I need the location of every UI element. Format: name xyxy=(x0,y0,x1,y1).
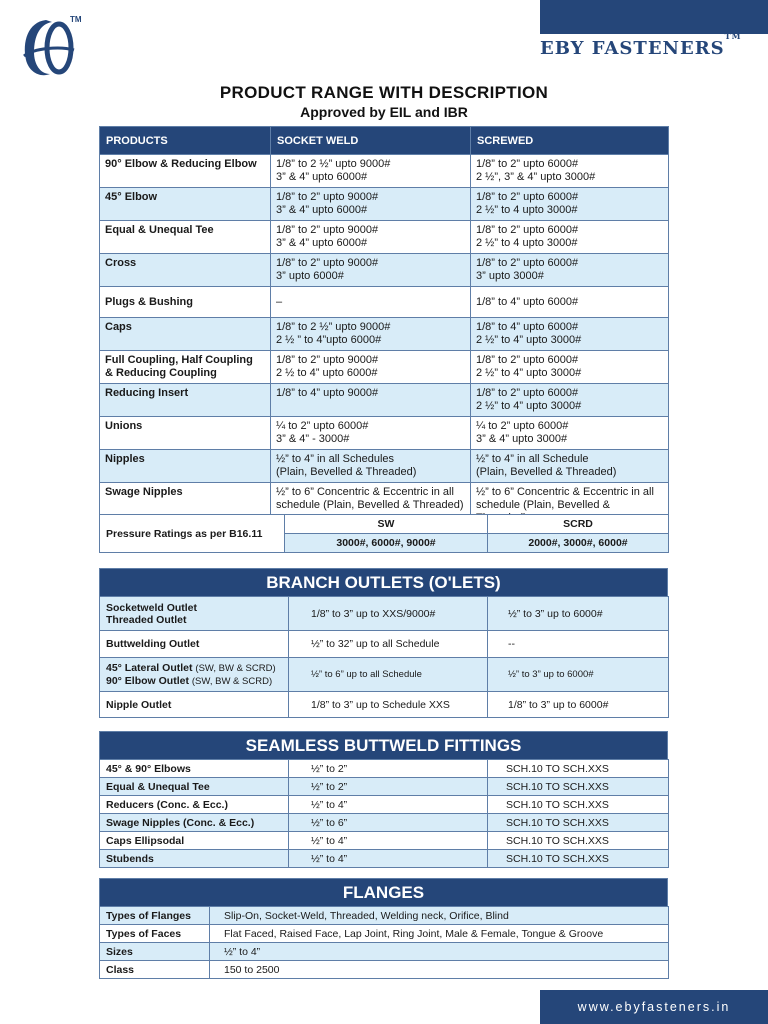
socket-weld-cell: ½” to 4” in all Schedules (Plain, Bevelled & Threaded) xyxy=(271,450,471,483)
product-name-cell: 90° Elbow & Reducing Elbow xyxy=(100,155,271,188)
fitting-schedule-cell: SCH.10 TO SCH.XXS xyxy=(488,778,669,796)
fitting-schedule-cell: SCH.10 TO SCH.XXS xyxy=(488,760,669,778)
socket-weld-cell: 1/8” to 2 ½” upto 9000# 2 ½ ” to 4”upto 6000# xyxy=(271,318,471,351)
brand-name: EBY FASTENERS™ xyxy=(540,31,742,59)
table-row xyxy=(100,796,669,814)
flange-attribute-cell: Sizes xyxy=(100,943,210,961)
socket-weld-cell: 1/8” to 2” upto 9000# 2 ½ to 4” upto 6000# xyxy=(271,351,471,384)
seamless-fittings-heading: SEAMLESS BUTTWELD FITTINGS xyxy=(99,731,668,760)
product-name-cell: Unions xyxy=(100,417,271,450)
fitting-size-cell: ½” to 4” xyxy=(289,832,488,850)
flange-value-cell: Slip-On, Socket-Weld, Threaded, Welding neck, Orifice, Blind xyxy=(210,907,669,925)
outlet-range-cell-2: 1/8” to 3” up to 6000# xyxy=(488,692,669,718)
table-row xyxy=(100,287,669,318)
table-row xyxy=(100,760,669,778)
table-row xyxy=(100,778,669,796)
outlet-range-cell-2: ½” to 3” up to 6000# xyxy=(488,658,669,692)
website-link[interactable]: www.ebyfasteners.in xyxy=(540,990,768,1024)
flange-value-cell: ½” to 4” xyxy=(210,943,669,961)
table-row xyxy=(100,351,669,384)
table-row xyxy=(100,417,669,450)
screwed-cell: 1/8” to 2” upto 6000# 2 ½”, 3” & 4” upto 3000# xyxy=(471,155,669,188)
flange-value-cell: Flat Faced, Raised Face, Lap Joint, Ring Joint, Male & Female, Tongue & Groove xyxy=(210,925,669,943)
product-name-cell: Cross xyxy=(100,254,271,287)
fitting-schedule-cell: SCH.10 TO SCH.XXS xyxy=(488,814,669,832)
logo-trademark: TM xyxy=(70,15,82,24)
outlet-range-cell: 1/8” to 3” up to XXS/9000# xyxy=(289,597,488,631)
outlet-name-cell: Socketweld Outlet Threaded Outlet xyxy=(100,597,289,631)
table-row xyxy=(100,318,669,351)
product-range-table xyxy=(99,126,669,529)
outlet-range-cell-2: -- xyxy=(488,631,669,658)
screwed-cell: ½” to 6” Concentric & Eccentric in all schedule (Plain, Bevelled & xyxy=(471,483,669,529)
fitting-schedule-cell: SCH.10 TO SCH.XXS xyxy=(488,850,669,868)
outlet-name-2: 90° Elbow Outlet xyxy=(106,674,189,687)
socket-weld-cell: ¼ to 2” upto 6000# 3” & 4” - 3000# xyxy=(271,417,471,450)
socket-weld-cell: 1/8” to 2 ½” upto 9000# 3” & 4” upto 6000# xyxy=(271,155,471,188)
flange-value-cell: 150 to 2500 xyxy=(210,961,669,979)
table-row xyxy=(100,631,669,658)
socket-weld-cell: 1/8” to 2” upto 9000# 3” & 4” upto 6000# xyxy=(271,188,471,221)
table-row xyxy=(100,155,669,188)
column-header-products: PRODUCTS xyxy=(100,127,271,155)
table-row xyxy=(100,597,669,631)
screwed-cell: 1/8” to 4” upto 6000# xyxy=(471,287,669,318)
company-logo xyxy=(18,12,84,82)
table-row xyxy=(100,188,669,221)
brand-trademark: TM xyxy=(724,31,742,41)
table-row xyxy=(100,450,669,483)
outlet-name-cell: Buttwelding Outlet xyxy=(100,631,289,658)
flanges-table xyxy=(99,906,669,979)
column-header-socket-weld: SOCKET WELD xyxy=(271,127,471,155)
flange-attribute-cell: Types of Faces xyxy=(100,925,210,943)
screwed-cell: ½” to 4” in all Schedule (Plain, Bevelled & Threaded) xyxy=(471,450,669,483)
fitting-size-cell: ½” to 4” xyxy=(289,796,488,814)
branch-outlets-table xyxy=(99,596,669,718)
table-row xyxy=(100,692,669,718)
page-subtitle: Approved by EIL and IBR xyxy=(300,104,468,120)
fitting-name-cell: Equal & Unequal Tee xyxy=(100,778,289,796)
outlet-name-cell xyxy=(100,658,289,692)
product-name-cell: Reducing Insert xyxy=(100,384,271,417)
outlet-note-2: (SW, BW & SCRD) xyxy=(191,675,273,687)
screwed-cell: 1/8” to 2” upto 6000# 2 ½” to 4” upto 3000# xyxy=(471,351,669,384)
outlet-note: (SW, BW & SCRD) xyxy=(195,662,276,674)
table-row xyxy=(100,254,669,287)
table-row xyxy=(100,943,669,961)
table-row xyxy=(100,814,669,832)
product-name-cell: Nipples xyxy=(100,450,271,483)
branch-outlets-heading: BRANCH OUTLETS (O'LETS) xyxy=(99,568,668,597)
pressure-sw-header: SW xyxy=(285,515,488,534)
flange-attribute-cell: Class xyxy=(100,961,210,979)
product-name-cell: 45° Elbow xyxy=(100,188,271,221)
fitting-size-cell: ½” to 2” xyxy=(289,778,488,796)
socket-weld-cell: – xyxy=(271,287,471,318)
screwed-cell: 1/8” to 2” upto 6000# 3” upto 3000# xyxy=(471,254,669,287)
flanges-heading: FLANGES xyxy=(99,878,668,907)
table-row xyxy=(100,221,669,254)
fitting-name-cell: Reducers (Conc. & Ecc.) xyxy=(100,796,289,814)
fitting-schedule-cell: SCH.10 TO SCH.XXS xyxy=(488,832,669,850)
outlet-name: 45° Lateral Outlet xyxy=(106,661,193,674)
socket-weld-cell: 1/8” to 2” upto 9000# 3” & 4” upto 6000# xyxy=(271,221,471,254)
table-row xyxy=(100,925,669,943)
screwed-cell: 1/8” to 2” upto 6000# 2 ½” to 4” upto 3000# xyxy=(471,384,669,417)
outlet-range-cell-2: ½” to 3” up to 6000# xyxy=(488,597,669,631)
pressure-label: Pressure Ratings as per B16.11 xyxy=(100,515,285,553)
table-row xyxy=(100,850,669,868)
screwed-cell: 1/8” to 2” upto 6000# 2 ½” to 4 upto 3000# xyxy=(471,221,669,254)
pressure-scrd-header: SCRD xyxy=(488,515,669,534)
seamless-fittings-table xyxy=(99,759,669,868)
table-header-row xyxy=(100,127,669,155)
fitting-schedule-cell: SCH.10 TO SCH.XXS xyxy=(488,796,669,814)
table-row xyxy=(100,907,669,925)
screwed-cell: 1/8” to 2” upto 6000# 2 ½” to 4 upto 3000# xyxy=(471,188,669,221)
socket-weld-cell: 1/8” to 4” upto 9000# xyxy=(271,384,471,417)
pressure-sw-value: 3000#, 6000#, 9000# xyxy=(285,534,488,553)
brand-bar xyxy=(540,0,768,34)
pressure-ratings-table xyxy=(99,514,669,553)
flange-attribute-cell: Types of Flanges xyxy=(100,907,210,925)
table-row xyxy=(100,384,669,417)
product-name-cell: Swage Nipples xyxy=(100,483,271,529)
table-row xyxy=(100,961,669,979)
pressure-scrd-value: 2000#, 3000#, 6000# xyxy=(488,534,669,553)
outlet-range-cell: ½” to 32” up to all Schedule xyxy=(289,631,488,658)
screwed-cell: 1/8” to 4” upto 6000# 2 ½” to 4” upto 3000# xyxy=(471,318,669,351)
fitting-name-cell: Stubends xyxy=(100,850,289,868)
fitting-name-cell: Caps Ellipsodal xyxy=(100,832,289,850)
outlet-range-cell: ½” to 6” up to all Schedule xyxy=(289,658,488,692)
fitting-name-cell: Swage Nipples (Conc. & Ecc.) xyxy=(100,814,289,832)
product-name-cell: Equal & Unequal Tee xyxy=(100,221,271,254)
product-name-cell: Full Coupling, Half Coupling & Reducing Coupling xyxy=(100,351,271,384)
product-name-cell: Plugs & Bushing xyxy=(100,287,271,318)
socket-weld-cell: 1/8” to 2” upto 9000# 3” upto 6000# xyxy=(271,254,471,287)
pressure-header-row xyxy=(100,515,669,534)
fitting-size-cell: ½” to 2” xyxy=(289,760,488,778)
fitting-name-cell: 45° & 90° Elbows xyxy=(100,760,289,778)
outlet-name-cell: Nipple Outlet xyxy=(100,692,289,718)
column-header-screwed: SCREWED xyxy=(471,127,669,155)
product-name-cell: Caps xyxy=(100,318,271,351)
table-row xyxy=(100,658,669,692)
fitting-size-cell: ½” to 6” xyxy=(289,814,488,832)
fitting-size-cell: ½” to 4” xyxy=(289,850,488,868)
table-row xyxy=(100,832,669,850)
page-title: PRODUCT RANGE WITH DESCRIPTION xyxy=(219,83,549,102)
screwed-cell: ¼ to 2” upto 6000# 3” & 4” upto 3000# xyxy=(471,417,669,450)
outlet-range-cell: 1/8” to 3” up to Schedule XXS xyxy=(289,692,488,718)
socket-weld-cell: ½” to 6” Concentric & Eccentric in all schedule (Plain, Bevelled & Threaded) xyxy=(271,483,471,529)
